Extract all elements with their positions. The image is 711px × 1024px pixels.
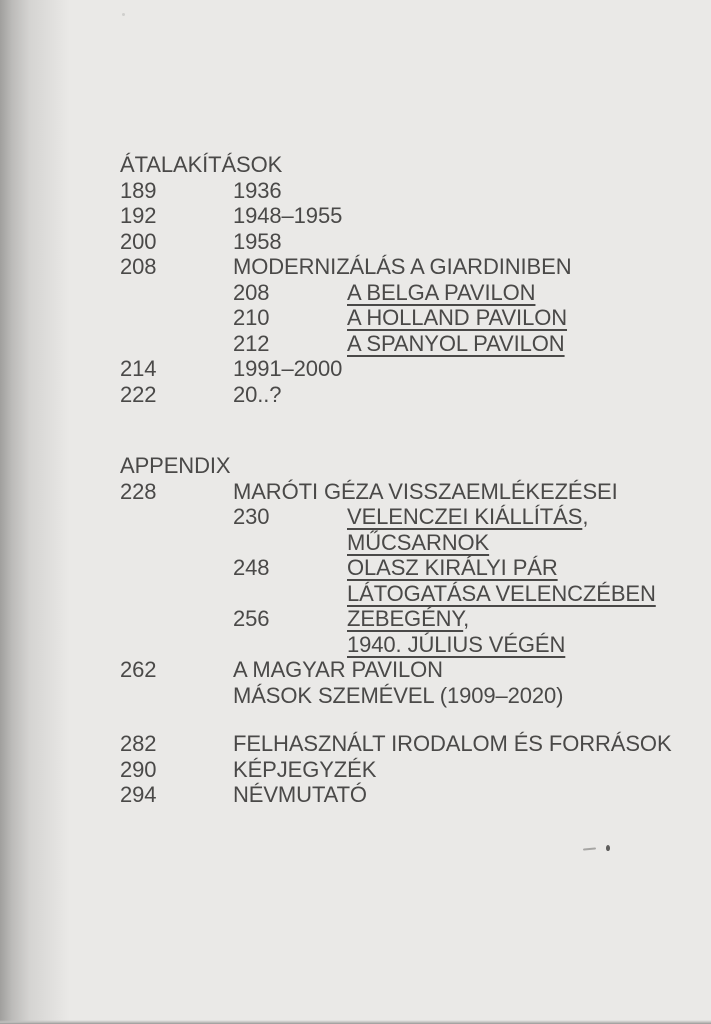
entry-title: A MAGYAR PAVILON [233, 657, 443, 682]
page-number: 214 [120, 356, 157, 381]
sub-page-number: 208 [233, 279, 270, 305]
entry-title: 1991–2000 [233, 356, 343, 381]
page-number: 290 [120, 756, 157, 782]
entry-title: 1948–1955 [233, 203, 343, 228]
sub-entry-title [347, 530, 489, 556]
toc-entry-row [120, 555, 701, 581]
sub-entry-title [347, 581, 656, 607]
sub-entry-title [347, 331, 565, 357]
sub-page-number: 210 [233, 305, 270, 330]
pen-mark-dash [583, 847, 596, 850]
toc-section-heading-row [120, 152, 701, 178]
toc-entry-row [120, 782, 701, 808]
toc-entry-row [120, 254, 701, 280]
toc-section-heading-row [120, 453, 701, 479]
sub-entry-title-text: A SPANYOL PAVILON [347, 330, 565, 356]
page-number: 189 [120, 177, 157, 203]
section-heading: ÁTALAKÍTÁSOK [120, 152, 283, 177]
toc-entry-row [120, 479, 701, 505]
toc-entry-row [120, 530, 701, 556]
sub-entry-title-text: A HOLLAND PAVILON [347, 305, 568, 330]
page-number: 282 [120, 731, 157, 756]
toc-entry-row [120, 632, 701, 658]
page-number: 192 [120, 203, 157, 228]
sub-entry-title [347, 555, 558, 581]
sub-entry-title-text: MŰCSARNOK [347, 529, 490, 555]
spine-shadow [0, 0, 72, 1024]
toc-entry-row [120, 606, 701, 632]
sub-entry-title-trail: , [463, 606, 470, 631]
sub-page-number: 248 [233, 555, 270, 580]
entry-title: 1936 [233, 177, 282, 203]
entry-title: 20..? [233, 381, 282, 407]
sub-page-number: 256 [233, 606, 270, 631]
toc-entry-row [120, 178, 701, 204]
scan-speck [122, 13, 125, 16]
toc-entry-row [120, 356, 701, 382]
page-number: 222 [120, 381, 157, 407]
sub-entry-title [347, 280, 535, 306]
entry-title: NÉVMUTATÓ [233, 782, 367, 807]
sub-entry-title-text: ZEBEGÉNY [347, 606, 464, 631]
toc-section-atalakitasok [120, 152, 701, 407]
sub-entry-title [347, 305, 567, 331]
page-number: 228 [120, 478, 157, 504]
entry-title: KÉPJEGYZÉK [233, 756, 377, 782]
toc-entry-row [120, 683, 701, 709]
sub-entry-title-trail: , [582, 504, 589, 529]
toc-entry-row [120, 657, 701, 683]
toc-entry-row [120, 229, 701, 255]
toc-section-back-matter [120, 731, 701, 808]
toc-entry-row [120, 382, 701, 408]
entry-title: FELHASZNÁLT IRODALOM ÉS FORRÁSOK [233, 731, 672, 756]
sub-entry-title-text: 1940. JÚLIUS VÉGÉN [347, 631, 566, 657]
page-bottom-edge [0, 1020, 711, 1024]
section-heading: APPENDIX [120, 453, 231, 478]
toc-entry-row [120, 504, 701, 530]
sub-entry-title-text: OLASZ KIRÁLYI PÁR [347, 555, 558, 580]
page-number: 294 [120, 782, 157, 807]
sub-entry-title-text: LÁTOGATÁSA VELENCZÉBEN [347, 580, 656, 606]
page-number: 208 [120, 254, 157, 279]
sub-entry-title-text: A BELGA PAVILON [347, 279, 536, 305]
entry-title: MARÓTI GÉZA VISSZAEMLÉKEZÉSEI [233, 478, 618, 504]
toc-entry-row [120, 305, 701, 331]
entry-title: MÁSOK SZEMÉVEL (1909–2020) [233, 682, 564, 708]
table-of-contents [120, 152, 701, 808]
sub-entry-title [347, 504, 588, 530]
sub-entry-title-text: VELENCZEI KIÁLLÍTÁS [347, 504, 583, 529]
toc-entry-row [120, 203, 701, 229]
page-number: 262 [120, 657, 157, 682]
toc-entry-row [120, 757, 701, 783]
toc-entry-row [120, 331, 701, 357]
toc-entry-row [120, 581, 701, 607]
entry-title: MODERNIZÁLÁS A GIARDINIBEN [233, 254, 572, 279]
sub-entry-title [347, 606, 469, 632]
page-number: 200 [120, 228, 157, 254]
toc-section-appendix [120, 453, 701, 708]
sub-entry-title [347, 632, 565, 658]
sub-page-number: 230 [233, 504, 270, 529]
sub-page-number: 212 [233, 330, 270, 356]
toc-entry-row [120, 280, 701, 306]
pen-mark-dot [606, 845, 610, 851]
entry-title: 1958 [233, 228, 282, 254]
toc-entry-row [120, 731, 701, 757]
